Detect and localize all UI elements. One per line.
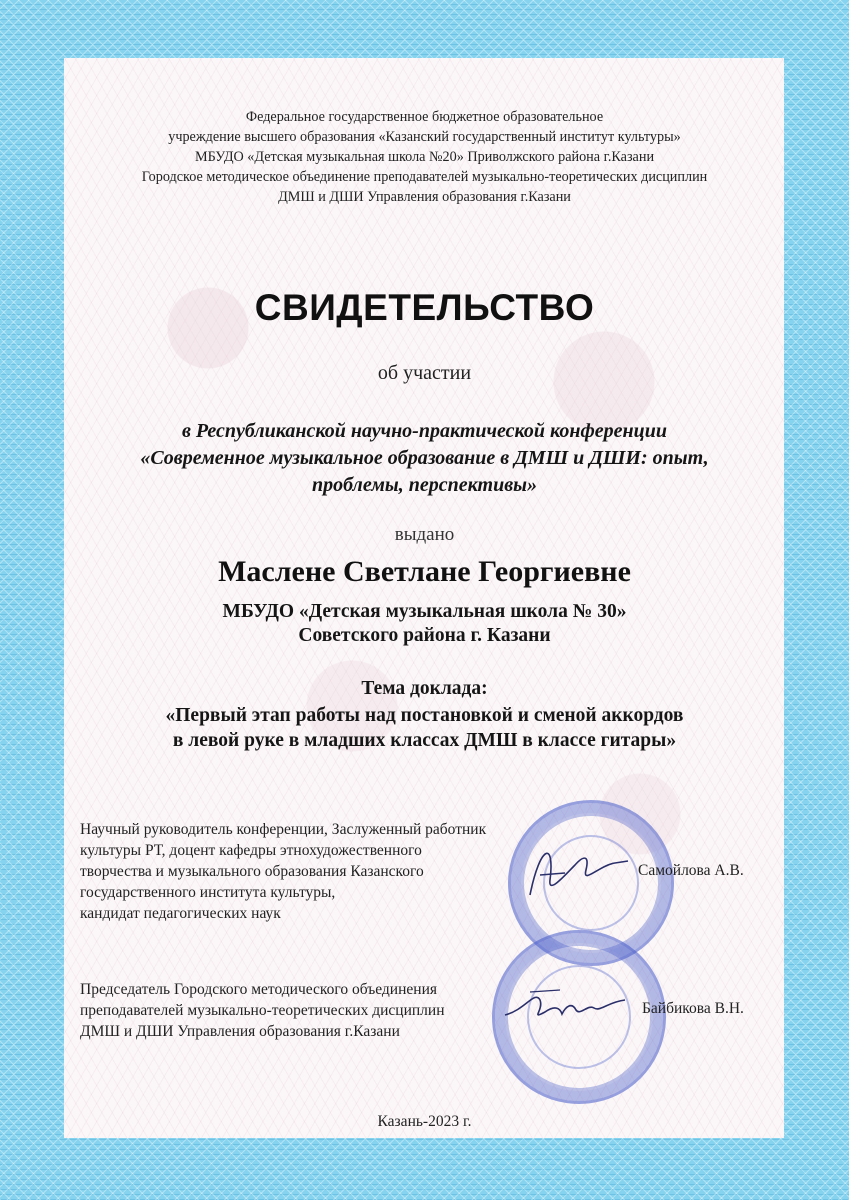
signatory-title bbox=[80, 819, 486, 924]
handwritten-signature bbox=[520, 835, 630, 905]
signatory-title-line: творчества и музыкального образования Казанского bbox=[80, 863, 424, 880]
header-line: МБУДО «Детская музыкальная школа №20» Приволжского района г.Казани bbox=[194, 149, 655, 165]
signatory-title-line: Научный руководитель конференции, Заслуженный работник bbox=[80, 821, 487, 838]
header-line: Городское методическое объединение преподавателей музыкально-теоретических дисциплин bbox=[141, 169, 708, 185]
signatory-title-line: ДМШ и ДШИ Управления образования г.Казани bbox=[80, 1023, 400, 1040]
signatory-title-line: Председатель Городского методического объединения bbox=[80, 981, 437, 998]
signatory-title-line: государственного института культуры, bbox=[80, 884, 336, 901]
certificate-subtitle: об участии bbox=[377, 362, 472, 384]
place-and-year: Казань-2023 г. bbox=[377, 1113, 472, 1130]
signatory-name: Самойлова А.В. bbox=[638, 862, 744, 879]
topic-line: «Первый этап работы над постановкой и сменой аккордов bbox=[165, 705, 684, 726]
org-line: МБУДО «Детская музыкальная школа № 30» bbox=[222, 601, 627, 622]
header-line: учреждение высшего образования «Казанский государственный институт культуры» bbox=[168, 129, 681, 145]
conference-line: в Республиканской научно-практической конференции bbox=[181, 420, 668, 442]
signatory-title bbox=[80, 979, 445, 1042]
signatory-title-line: преподавателей музыкально-теоретических дисциплин bbox=[80, 1002, 445, 1019]
org-line: Советского района г. Казани bbox=[298, 625, 551, 646]
conference-name bbox=[60, 418, 789, 499]
topic-line: в левой руке в младших классах ДМШ в классе гитары» bbox=[172, 730, 677, 751]
signatory-title-line: кандидат педагогических наук bbox=[80, 905, 281, 922]
header-line: ДМШ и ДШИ Управления образования г.Казани bbox=[278, 189, 571, 205]
conference-line: «Современное музыкальное образование в ДМШ и ДШИ: опыт, bbox=[140, 447, 709, 469]
conference-line: проблемы, перспективы» bbox=[311, 474, 538, 496]
header-line: Федеральное государственное бюджетное образовательное bbox=[245, 109, 604, 125]
signatory-title-line: культуры РТ, доцент кафедры этнохудожественного bbox=[80, 842, 422, 859]
signatory-name: Байбикова В.Н. bbox=[642, 1000, 744, 1017]
report-topic bbox=[40, 703, 809, 753]
certificate-title: СВИДЕТЕЛЬСТВО bbox=[254, 287, 595, 328]
topic-label: Тема доклада: bbox=[361, 678, 488, 699]
recipient-name: Маслене Светлане Георгиевне bbox=[218, 555, 631, 588]
issuer-header bbox=[0, 107, 849, 207]
recipient-organization bbox=[0, 600, 849, 648]
issued-label: выдано bbox=[394, 524, 455, 545]
certificate-sheet bbox=[64, 58, 784, 1138]
handwritten-signature bbox=[500, 980, 630, 1030]
